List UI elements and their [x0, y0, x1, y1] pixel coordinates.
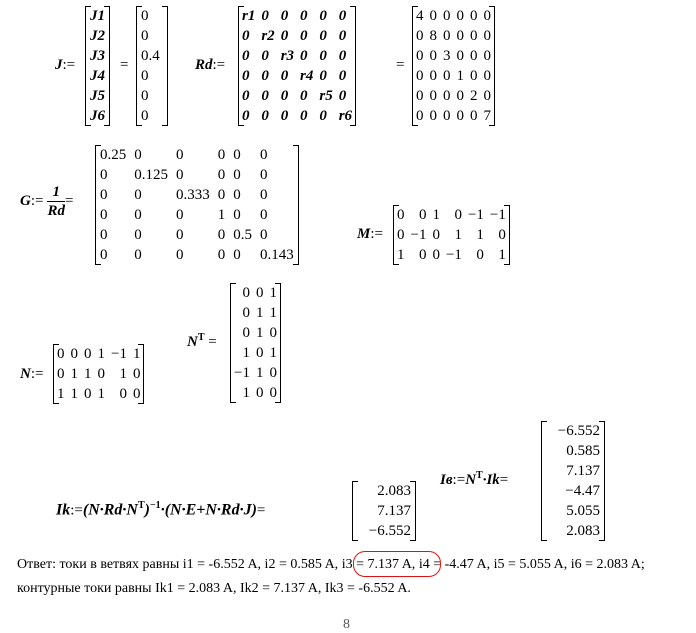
- ie-expression: $Iв:=N^T\cdot Ik=$: [440, 470, 509, 488]
- rd-numeric-cell: 0: [470, 28, 478, 44]
- m-value-cell: 1: [454, 227, 462, 243]
- rd-symbolic-cell: 0: [319, 8, 327, 24]
- rd-numeric-cell: 0: [416, 68, 424, 84]
- j-value-cell: 0.4: [141, 48, 160, 64]
- g-value-cell: 0.125: [134, 167, 168, 183]
- rd-symbolic-cell: 0: [261, 8, 269, 24]
- g-value-cell: 0.5: [233, 227, 252, 243]
- m-value-cell: 0: [432, 227, 440, 243]
- m-value-cell: −1: [445, 247, 462, 263]
- g-value-cell: 0: [217, 167, 226, 183]
- ie-value-cell: 7.137: [566, 463, 600, 479]
- g-frac-denominator: Rd: [47, 203, 65, 219]
- m-value-cell: 1: [432, 207, 440, 223]
- rd-numeric-cell: 0: [429, 88, 437, 104]
- nt-label: $N^T$ =: [187, 332, 217, 350]
- rd-symbolic-cell: 0: [280, 68, 289, 84]
- n-value-cell: 1: [97, 386, 105, 402]
- page-number: 8: [343, 617, 350, 632]
- rd-numeric-cell: 0: [416, 48, 424, 64]
- rd-numeric-cell: 0: [470, 108, 478, 124]
- ie-matrix: [541, 421, 605, 541]
- rd-numeric-cell: 0: [443, 68, 451, 84]
- g-value-cell: 0: [260, 227, 268, 243]
- rd-symbolic-cell: 0: [242, 48, 250, 64]
- g-value-cell: 0: [233, 147, 241, 163]
- rd-symbolic-cell: 0: [242, 28, 250, 44]
- g-value-cell: 0: [260, 147, 268, 163]
- rd-numeric-cell: 0: [470, 8, 478, 24]
- g-value-cell: 0: [176, 227, 184, 243]
- rd-numeric-cell: 1: [456, 68, 464, 84]
- g-value-cell: 0: [260, 167, 268, 183]
- nt-value-cell: 0: [255, 385, 264, 401]
- j-value-cell: 0: [141, 108, 149, 124]
- g-value-cell: 0: [134, 227, 142, 243]
- m-value-cell: 0: [498, 227, 506, 243]
- nt-value-cell: 1: [255, 325, 264, 341]
- rd-numeric-cell: 0: [483, 48, 491, 64]
- g-expression: G:= $\frac{1}{Rd}$ =: [20, 184, 74, 219]
- n-value-cell: 0: [70, 346, 78, 362]
- nt-matrix: [230, 283, 281, 403]
- rd-numeric-cell: 0: [483, 88, 491, 104]
- ie-value-cell: 0.585: [566, 443, 600, 459]
- g-value-cell: 0: [176, 147, 184, 163]
- nt-value-cell: 1: [255, 365, 264, 381]
- g-value-cell: 1: [217, 207, 226, 223]
- rd-numeric-matrix: [412, 6, 495, 126]
- rd-symbolic-cell: r4: [300, 68, 314, 84]
- ik-matrix: [352, 481, 416, 541]
- nt-value-cell: 0: [269, 385, 277, 401]
- g-value-cell: 0.143: [260, 247, 294, 263]
- rd-label: Rd:=: [195, 57, 226, 73]
- m-value-cell: 0: [418, 247, 427, 263]
- n-value-cell: 1: [132, 346, 141, 362]
- rd-numeric-cell: 2: [470, 88, 478, 104]
- rd-symbolic-cell: r6: [338, 108, 353, 124]
- m-value-cell: 1: [397, 247, 405, 263]
- g-value-cell: 0: [233, 187, 241, 203]
- highlighted-i3: i3 = 7.137 A,: [341, 557, 416, 572]
- rd-numeric-cell: 7: [483, 108, 491, 124]
- m-value-cell: 0: [432, 247, 440, 263]
- rd-symbolic-cell: 0: [242, 88, 250, 104]
- rd-symbolic-cell: r3: [280, 48, 295, 64]
- rd-numeric-cell: 0: [429, 68, 437, 84]
- nt-value-cell: 1: [269, 285, 277, 301]
- ie-value-cell: −4.47: [565, 483, 600, 499]
- rd-symbolic-cell: 0: [338, 68, 347, 84]
- ie-value-cell: −6.552: [557, 423, 600, 439]
- nt-value-cell: 1: [269, 345, 277, 361]
- rd-numeric-cell: 8: [429, 28, 437, 44]
- rd-numeric-cell: 0: [456, 108, 464, 124]
- m-value-cell: 1: [498, 247, 506, 263]
- n-value-cell: 1: [70, 366, 78, 382]
- j-value-cell: 0: [141, 28, 149, 44]
- j-name-cell: J1: [90, 8, 105, 24]
- n-value-cell: −1: [111, 346, 127, 362]
- g-value-cell: 0: [217, 247, 226, 263]
- g-value-cell: 0: [134, 247, 142, 263]
- g-value-cell: 0: [176, 247, 184, 263]
- n-value-cell: 0: [57, 366, 65, 382]
- m-value-cell: 0: [397, 227, 405, 243]
- g-value-cell: 0: [134, 207, 142, 223]
- n-label: N:=: [20, 366, 44, 382]
- g-value-cell: 0: [233, 167, 241, 183]
- ie-value-cell: 2.083: [566, 523, 600, 539]
- rd-numeric-cell: 0: [416, 108, 424, 124]
- nt-value-cell: 1: [242, 385, 250, 401]
- rd-numeric-cell: 0: [443, 28, 451, 44]
- g-value-cell: 0: [100, 247, 108, 263]
- rd-equals: =: [396, 57, 405, 73]
- nt-value-cell: 1: [242, 345, 250, 361]
- rd-symbolic-cell: 0: [300, 88, 308, 104]
- m-label: M:=: [357, 226, 383, 242]
- rd-symbolic-cell: 0: [319, 68, 327, 84]
- j-names-matrix: [85, 6, 110, 126]
- g-value-cell: 0: [176, 167, 184, 183]
- m-value-cell: 0: [418, 207, 427, 223]
- nt-value-cell: 0: [242, 305, 250, 321]
- nt-value-cell: 0: [269, 325, 277, 341]
- nt-value-cell: −1: [234, 365, 250, 381]
- n-value-cell: 1: [119, 366, 127, 382]
- rd-symbolic-cell: 0: [261, 68, 269, 84]
- rd-numeric-cell: 0: [483, 68, 491, 84]
- g-value-cell: 0.333: [176, 187, 210, 203]
- rd-numeric-cell: 0: [456, 8, 464, 24]
- m-value-cell: 0: [454, 207, 462, 223]
- rd-symbolic-matrix: [238, 6, 356, 126]
- rd-numeric-cell: 0: [456, 28, 464, 44]
- rd-symbolic-cell: 0: [319, 108, 327, 124]
- m-value-cell: −1: [489, 207, 506, 223]
- g-value-cell: 0: [233, 247, 241, 263]
- j-equals: =: [120, 57, 129, 73]
- rd-numeric-cell: 0: [470, 68, 478, 84]
- m-matrix: [393, 205, 510, 265]
- ik-value-cell: 7.137: [377, 503, 411, 519]
- n-value-cell: 0: [84, 346, 92, 362]
- ik-value-cell: −6.552: [368, 523, 411, 539]
- j-name-cell: J3: [90, 48, 105, 64]
- j-name-cell: J5: [90, 88, 105, 104]
- m-value-cell: 1: [476, 227, 484, 243]
- n-value-cell: 0: [57, 346, 65, 362]
- nt-value-cell: 0: [255, 285, 264, 301]
- rd-numeric-cell: 0: [429, 108, 437, 124]
- rd-symbolic-cell: 0: [242, 108, 250, 124]
- rd-numeric-cell: 0: [416, 88, 424, 104]
- rd-symbolic-cell: 0: [319, 48, 327, 64]
- rd-numeric-cell: 0: [429, 48, 437, 64]
- rd-symbolic-cell: 0: [319, 28, 327, 44]
- m-value-cell: −1: [410, 227, 427, 243]
- rd-symbolic-cell: 0: [280, 88, 289, 104]
- rd-numeric-cell: 0: [456, 88, 464, 104]
- rd-numeric-cell: 3: [443, 48, 451, 64]
- rd-symbolic-cell: 0: [242, 68, 250, 84]
- rd-numeric-cell: 0: [443, 8, 451, 24]
- g-matrix: [95, 145, 299, 265]
- rd-symbolic-cell: 0: [338, 48, 347, 64]
- rd-numeric-cell: 0: [470, 48, 478, 64]
- g-value-cell: 0: [176, 207, 184, 223]
- rd-symbolic-cell: r5: [319, 88, 333, 104]
- g-value-cell: 0.25: [100, 147, 127, 163]
- ik-expression: $Ik:=(N\cdot Rd\cdot N^T)^{-1}\cdot(N\cdot E+N\cdot Rd\cdot J)=$: [56, 500, 266, 519]
- m-value-cell: 0: [397, 207, 405, 223]
- n-value-cell: 0: [97, 366, 105, 382]
- j-name-cell: J6: [90, 108, 105, 124]
- rd-symbolic-cell: 0: [280, 28, 289, 44]
- rd-symbolic-cell: 0: [300, 28, 308, 44]
- rd-symbolic-cell: 0: [338, 88, 347, 104]
- rd-symbolic-cell: 0: [300, 108, 308, 124]
- rd-numeric-cell: 0: [483, 28, 491, 44]
- n-value-cell: 0: [84, 386, 92, 402]
- red-hand-circle: [353, 551, 441, 577]
- rd-numeric-cell: 0: [456, 48, 464, 64]
- g-value-cell: 0: [233, 207, 241, 223]
- answer-line-2: контурные токи равны Ik1 = 2.083 A, Ik2 = 7.137 A, Ik3 = -6.552 A.: [17, 581, 411, 596]
- g-value-cell: 0: [260, 187, 268, 203]
- rd-symbolic-cell: r1: [242, 8, 256, 24]
- n-value-cell: 1: [70, 386, 78, 402]
- rd-symbolic-cell: 0: [261, 88, 269, 104]
- rd-numeric-cell: 0: [443, 108, 451, 124]
- rd-numeric-cell: 4: [416, 8, 424, 24]
- rd-symbolic-cell: 0: [261, 108, 269, 124]
- rd-symbolic-cell: 0: [280, 8, 289, 24]
- g-value-cell: 0: [217, 147, 226, 163]
- g-value-cell: 0: [100, 187, 108, 203]
- ie-value-cell: 5.055: [566, 503, 600, 519]
- j-value-cell: 0: [141, 68, 149, 84]
- rd-symbolic-cell: 0: [300, 48, 308, 64]
- n-value-cell: 1: [57, 386, 65, 402]
- m-value-cell: 0: [476, 247, 484, 263]
- nt-value-cell: 0: [269, 365, 277, 381]
- nt-value-cell: 0: [242, 285, 250, 301]
- nt-value-cell: 1: [255, 305, 264, 321]
- g-value-cell: 0: [217, 227, 226, 243]
- j-label: J:=: [55, 57, 76, 73]
- g-value-cell: 0: [100, 207, 108, 223]
- n-value-cell: 0: [132, 366, 141, 382]
- rd-symbolic-cell: 0: [338, 28, 347, 44]
- g-value-cell: 0: [100, 227, 108, 243]
- nt-value-cell: 1: [269, 305, 277, 321]
- n-value-cell: 1: [97, 346, 105, 362]
- rd-numeric-cell: 0: [429, 8, 437, 24]
- n-matrix: [53, 344, 144, 404]
- n-value-cell: 0: [119, 386, 127, 402]
- nt-value-cell: 0: [255, 345, 264, 361]
- nt-value-cell: 0: [242, 325, 250, 341]
- n-value-cell: 0: [132, 386, 141, 402]
- rd-numeric-cell: 0: [483, 8, 491, 24]
- j-name-cell: J4: [90, 68, 105, 84]
- g-value-cell: 0: [134, 147, 142, 163]
- ik-value-cell: 2.083: [377, 483, 411, 499]
- rd-symbolic-cell: 0: [261, 48, 269, 64]
- j-values-matrix: [136, 6, 168, 126]
- rd-symbolic-cell: 0: [300, 8, 308, 24]
- rd-symbolic-cell: r2: [261, 28, 275, 44]
- g-frac-numerator: 1: [47, 183, 65, 202]
- m-value-cell: −1: [467, 207, 484, 223]
- g-value-cell: 0: [260, 207, 268, 223]
- rd-symbolic-cell: 0: [280, 108, 289, 124]
- j-value-cell: 0: [141, 8, 149, 24]
- answer-line-1: Ответ: токи в ветвях равны i1 = -6.552 A, i2 = 0.585 A, i3 = 7.137 A, i4 = -4.47 A, i5 = 5.055 A, i6 = 2.083 A;: [17, 557, 645, 572]
- g-value-cell: 0: [217, 187, 226, 203]
- rd-symbolic-cell: 0: [338, 8, 347, 24]
- j-value-cell: 0: [141, 88, 149, 104]
- j-name-cell: J2: [90, 28, 105, 44]
- rd-numeric-cell: 0: [443, 88, 451, 104]
- g-value-cell: 0: [100, 167, 108, 183]
- n-value-cell: 1: [84, 366, 92, 382]
- g-value-cell: 0: [134, 187, 142, 203]
- rd-numeric-cell: 0: [416, 28, 424, 44]
